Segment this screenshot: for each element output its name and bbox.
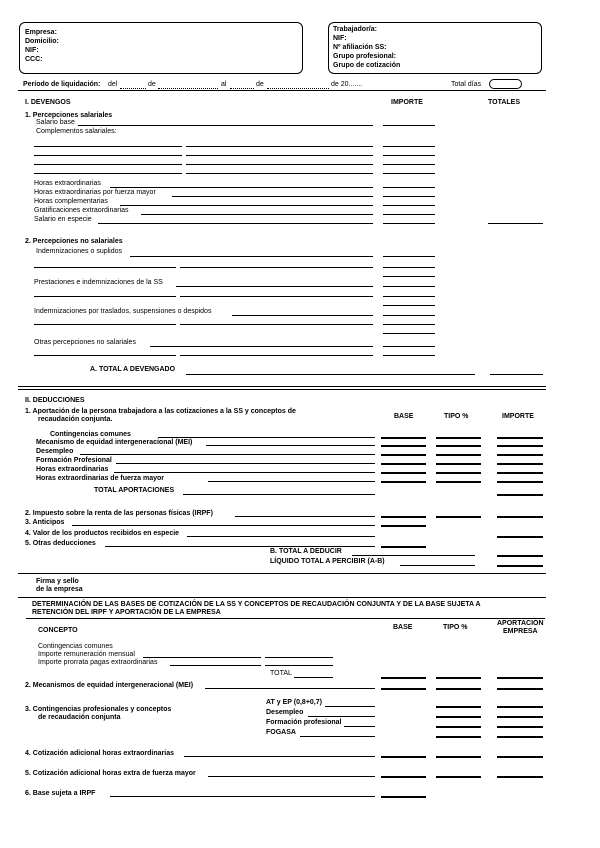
bases-col-tipo: TIPO % xyxy=(443,624,468,631)
ccc-label: CCC: xyxy=(25,56,43,63)
bases-title-line1: DETERMINACIÓN DE LAS BASES DE COTIZACIÓN DE LA SS Y CONCEPTOS DE RECAUDACIÓN CONJUNTA Y DE LA BASE SUJETA A xyxy=(32,601,481,608)
empresa-box xyxy=(19,22,303,74)
total-dias-label: Total días xyxy=(451,81,481,88)
trabajador-nif-label: NIF: xyxy=(333,35,347,42)
aportacion-line1: 1. Aportación de la persona trabajadora a las cotizaciones a la SS y conceptos de xyxy=(25,408,296,415)
cp-item: AT y EP (0,8+0,7) xyxy=(266,699,322,706)
section-divider xyxy=(18,386,546,390)
valor-productos-label: 4. Valor de los productos recibidos en especie xyxy=(25,530,180,537)
cc-prorrata-label: Importe prorrata pagas extraordinarias xyxy=(38,659,158,666)
ded-col-importe: IMPORTE xyxy=(502,413,534,420)
al-label: al xyxy=(221,81,227,88)
complementos-label: Complementos salariales: xyxy=(36,128,117,135)
deduccion-item: Desempleo xyxy=(36,448,74,455)
traslados-label: Indemnizaciones por traslados, suspensiones o despidos xyxy=(34,308,212,315)
liquido-label: LÍQUIDO TOTAL A PERCIBIR (A-B) xyxy=(270,558,385,565)
deduccion-item: Formación Profesional xyxy=(36,457,112,464)
bases-title-line2: RETENCIÓN DEL IRPF Y APORTACIÓN DE LA EMPRESA xyxy=(32,609,221,616)
trabajador-label: Trabajador/a: xyxy=(333,26,377,33)
indemnizaciones-label: Indemnizaciones o suplidos xyxy=(36,248,122,255)
otras-percepciones-label: Otras percepciones no salariales xyxy=(34,339,136,346)
devengos-col-totales: TOTALES xyxy=(488,99,521,106)
total-dias-box[interactable] xyxy=(489,79,522,89)
devengo-item: Horas complementarias xyxy=(34,198,108,205)
domicilio-label: Domicilio: xyxy=(25,38,59,45)
devengo-item: Horas extraordinarias por fuerza mayor xyxy=(34,189,156,196)
prestaciones-label: Prestaciones e indemnizaciones de la SS xyxy=(34,279,163,286)
no-salariales-title: 2. Percepciones no salariales xyxy=(25,238,123,245)
cp-item: FOGASA xyxy=(266,729,296,736)
empresa-label: Empresa: xyxy=(25,29,57,36)
horas-extra-label: 4. Cotización adicional horas extraordinarias xyxy=(25,750,174,757)
bases-col-base: BASE xyxy=(393,624,413,631)
del-label: del xyxy=(108,81,118,88)
devengos-heading: I. DEVENGOS xyxy=(25,99,71,106)
mei-label: 2. Mecanismos de equidad intergeneracional (MEI) xyxy=(25,682,194,689)
nif-label: NIF: xyxy=(25,47,39,54)
irpf-label: 2. Impuesto sobre la renta de las personas físicas (IRPF) xyxy=(25,510,213,517)
ded-col-base: BASE xyxy=(394,413,414,420)
devengo-item: Salario en especie xyxy=(34,216,92,223)
year-label: de 20....... xyxy=(331,81,363,88)
salariales-title: 1. Percepciones salariales xyxy=(25,112,113,119)
deduccion-item: Mecanismo de equidad intergeneracional (MEI) xyxy=(36,439,193,446)
deduccion-item: Horas extraordinarias de fuerza mayor xyxy=(36,475,164,482)
bases-col-aportacion-l2: EMPRESA xyxy=(503,628,538,635)
base-irpf-label: 6. Base sujeta a IRPF xyxy=(25,790,96,797)
grupo-profesional-label: Grupo profesional: xyxy=(333,53,396,60)
ded-col-tipo: TIPO % xyxy=(444,413,469,420)
periodo-label: Período de liquidación: xyxy=(23,81,101,88)
aportacion-line2: recaudación conjunta. xyxy=(38,416,113,423)
cp-item: Desempleo xyxy=(266,709,304,716)
firma-line1: Firma y sello xyxy=(36,578,79,585)
cc-title: Contingencias comunes xyxy=(38,643,113,650)
grupo-cotizacion-label: Grupo de cotización xyxy=(333,62,401,69)
cp-line2: de recaudación conjunta xyxy=(38,714,121,721)
firma-line2: de la empresa xyxy=(36,586,83,593)
devengo-item: Horas extraordinarias xyxy=(34,180,101,187)
deduccion-item: Horas extraordinarias xyxy=(36,466,109,473)
cp-line1: 3. Contingencias profesionales y conceptos xyxy=(25,706,172,713)
devengo-item: Gratificaciones extraordinarias xyxy=(34,207,129,214)
de2-label: de xyxy=(256,81,264,88)
bases-col-aportacion-l1: APORTACIÓN xyxy=(497,620,544,627)
total-devengado-label: A. TOTAL A DEVENGADO xyxy=(90,366,176,373)
de1-label: de xyxy=(148,81,156,88)
total-aportaciones-label: TOTAL APORTACIONES xyxy=(94,487,175,494)
otras-deducciones-label: 5. Otras deducciones xyxy=(25,540,96,547)
bases-col-concepto: CONCEPTO xyxy=(38,627,78,634)
bases-total-label: TOTAL xyxy=(270,670,292,677)
salario-base-label: Salario base xyxy=(36,119,75,126)
deduccion-item: Contingencias comunes xyxy=(50,431,131,438)
deducciones-heading: II. DEDUCCIONES xyxy=(25,397,85,404)
anticipos-label: 3. Anticipos xyxy=(25,519,65,526)
cc-importe-label: Importe remuneración mensual xyxy=(38,651,135,658)
afiliacion-label: Nº afiliación SS: xyxy=(333,44,387,51)
devengos-col-importe: IMPORTE xyxy=(391,99,423,106)
horas-fm-label: 5. Cotización adicional horas extra de fuerza mayor xyxy=(25,770,196,777)
total-deducir-label: B. TOTAL A DEDUCIR xyxy=(270,548,342,555)
cp-item: Formación profesional xyxy=(266,719,342,726)
